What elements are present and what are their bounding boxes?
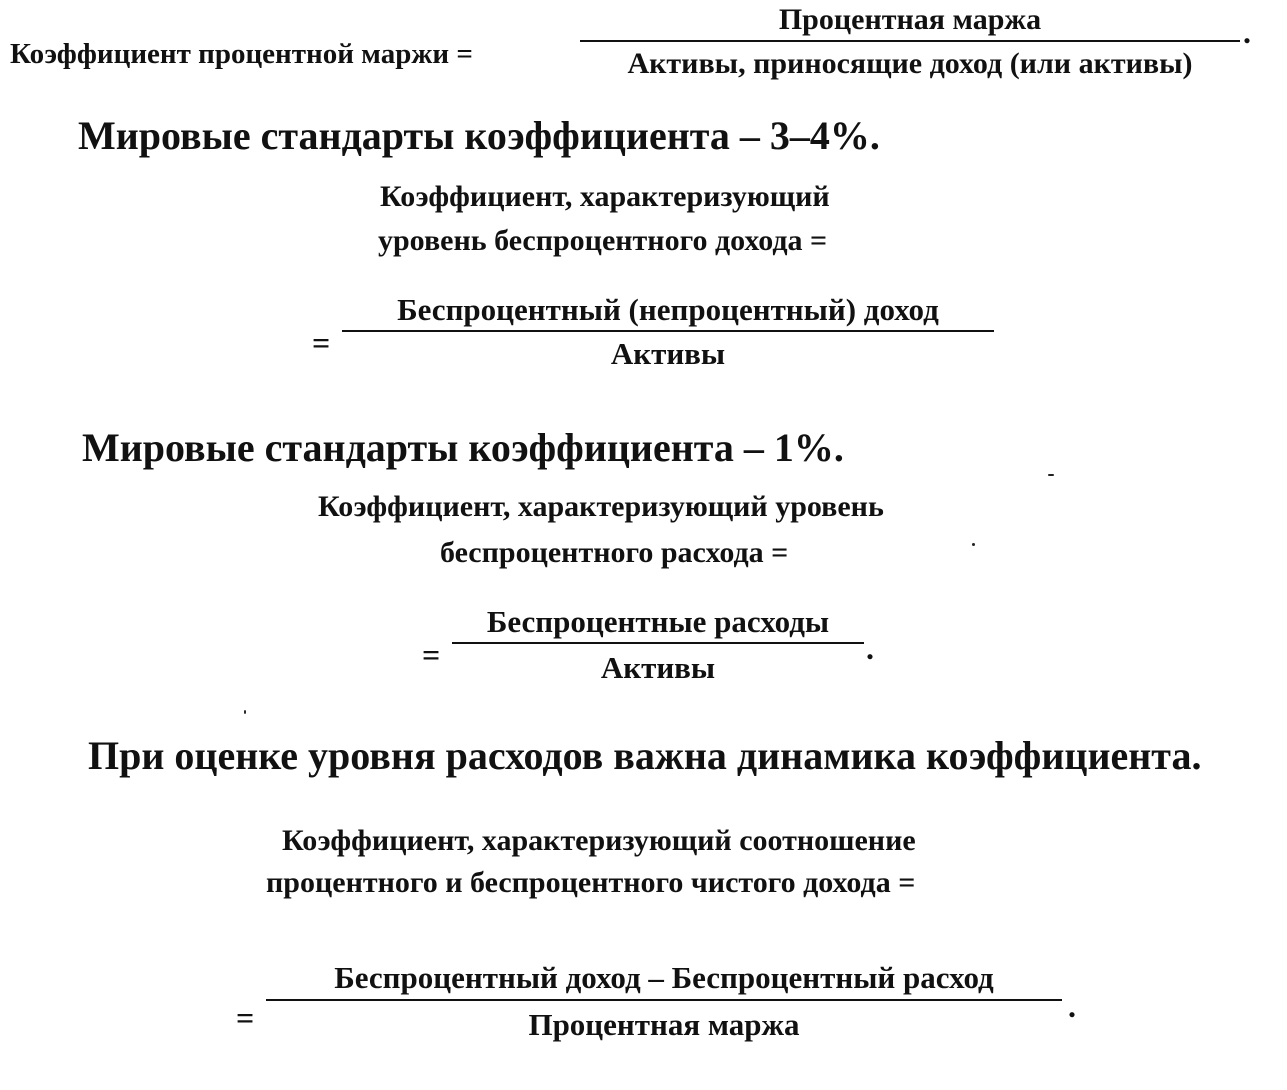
- formula3-fraction: [452, 606, 864, 684]
- formula2-equals: =: [312, 325, 331, 361]
- formula4-numerator: Беспроцентный доход – Беспроцентный расход: [334, 960, 994, 995]
- formula3-numerator: Беспроцентные расходы: [486, 604, 830, 639]
- formula3-label-line1: Коэффициент, характеризующий уровень: [318, 490, 884, 523]
- formula2-fraction-bar: [342, 330, 994, 332]
- formula1-numerator: Процентная маржа: [778, 3, 1042, 36]
- statement2: Мировые стандарты коэффициента – 1%.: [82, 425, 844, 470]
- formula1-period: .: [1243, 14, 1251, 50]
- formula4-fraction-bar: [266, 999, 1062, 1001]
- statement3: При оценке уровня расходов важна динамика коэффициента.: [88, 733, 1202, 778]
- scan-speck: [244, 710, 246, 714]
- formula4-fraction: [266, 962, 1062, 1041]
- scan-speck: [1048, 474, 1054, 476]
- formula2-denominator: Активы: [610, 335, 726, 371]
- formula2-label-line2: уровень беспроцентного дохода =: [378, 224, 828, 257]
- formula3-period: .: [866, 630, 874, 666]
- formula3-equals: =: [422, 637, 441, 673]
- formula4-period: .: [1068, 988, 1076, 1024]
- formula1-label: Коэффициент процентной маржи =: [10, 38, 473, 70]
- scan-speck: [972, 543, 975, 546]
- formula2-fraction: [342, 294, 994, 370]
- statement1: Мировые стандарты коэффициента – 3–4%.: [78, 113, 880, 158]
- formula4-equals: =: [236, 1000, 255, 1036]
- formula3-fraction-bar: [452, 642, 864, 644]
- formula4-label-line1: Коэффициент, характеризующий соотношение: [282, 824, 916, 857]
- formula3-denominator: Активы: [600, 649, 716, 685]
- formula1-denominator: Активы, приносящие доход (или активы): [627, 46, 1193, 80]
- formula4-label-line2: процентного и беспроцентного чистого дохода =: [266, 866, 916, 899]
- formula2-numerator: Беспроцентный (непроцентный) доход: [397, 292, 939, 327]
- formula4-denominator: Процентная маржа: [528, 1006, 800, 1042]
- formula3-label-line2: беспроцентного расхода =: [440, 536, 789, 569]
- formula2-label-line1: Коэффициент, характеризующий: [380, 180, 830, 213]
- formula1-fraction-bar: [580, 40, 1240, 42]
- formula1-fraction: [580, 4, 1240, 79]
